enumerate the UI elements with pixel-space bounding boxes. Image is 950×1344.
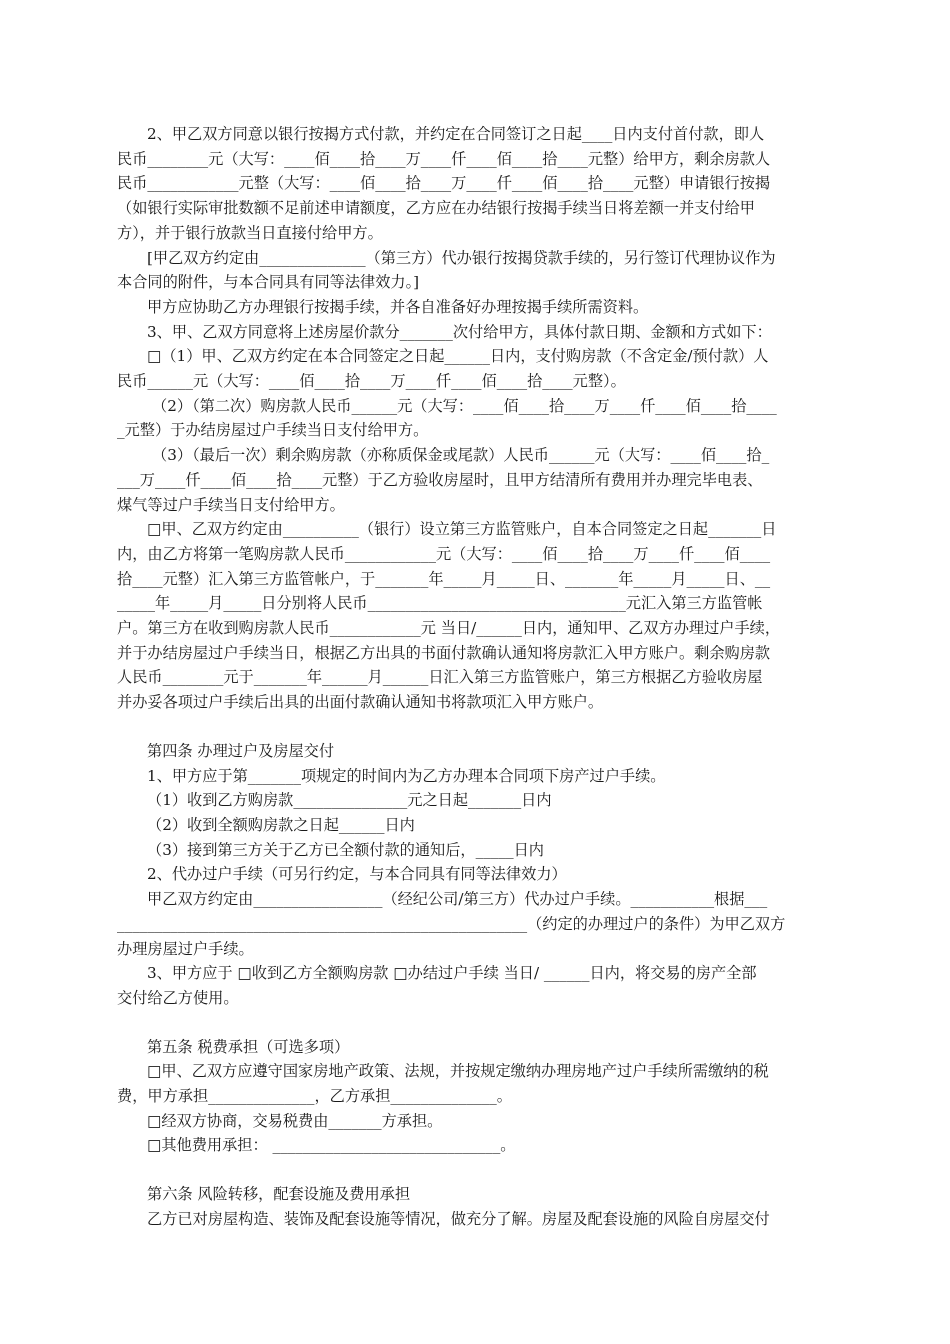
text-line: （2）收到全额购房款之日起______日内 bbox=[147, 815, 415, 834]
text-line: □其他费用承担： ______________________________。 bbox=[147, 1136, 516, 1155]
text-line: 民币________元（大写：____佰____拾____万____仟____佰____拾____元整）给甲方，剩余房款人 bbox=[117, 149, 771, 168]
paragraph-second-payment bbox=[117, 394, 838, 443]
text-line: □经双方协商，交易税费由_______方承担。 bbox=[147, 1111, 443, 1130]
text-line: ______________________________________________________（约定的办理过户的条件）为甲乙双方 bbox=[117, 914, 786, 933]
text-line: 1、甲方应于第_______项规定的时间内为乙方办理本合同项下房产过户手续。 bbox=[147, 766, 666, 785]
text-line: 本合同的附件，与本合同具有同等法律效力。] bbox=[117, 273, 420, 292]
text-line: 拾____元整）汇入第三方监管帐户，于_______年_____月_____日、_______年_____月_____日、__ bbox=[117, 569, 771, 588]
article-4 bbox=[117, 739, 838, 1011]
text-line: 人民币________元于_______年______月______日汇入第三方监管账户，第三方根据乙方验收房屋 bbox=[117, 668, 763, 687]
paragraph-gap bbox=[117, 715, 838, 739]
paragraph-installments bbox=[117, 320, 838, 345]
text-line: _元整）于办结房屋过户手续当日支付给甲方。 bbox=[117, 421, 429, 440]
text-line: （1）收到乙方购房款_______________元之日起_______日内 bbox=[147, 791, 552, 810]
article-heading: 第六条 风险转移，配套设施及费用承担 bbox=[147, 1185, 411, 1204]
text-line: 并办妥各项过户手续后出具的出面付款确认通知书将款项汇入甲方账户。 bbox=[117, 693, 603, 712]
text-line: 2、甲乙双方同意以银行按揭方式付款，并约定在合同签订之日起____日内支付首付款，即人 bbox=[147, 125, 765, 143]
text-line: 3、甲方应于 □收到乙方全额购房款 □办结过户手续 当日/ ______日内，将交易的房产全部 bbox=[147, 964, 757, 983]
article-heading: 第五条 税费承担（可选多项） bbox=[147, 1037, 350, 1056]
text-line: 费，甲方承担______________，乙方承担______________。 bbox=[117, 1087, 512, 1106]
text-line: （3）（最后一次）剩余购房款（亦称质保金或尾款）人民币______元（大写：____佰____拾_ bbox=[152, 446, 770, 465]
paragraph-gap bbox=[117, 1158, 838, 1182]
text-line: 煤气等过户手续当日支付给甲方。 bbox=[117, 495, 345, 514]
text-line: 民币______元（大写：____佰____拾____万____仟____佰____拾____元整）。 bbox=[117, 372, 626, 391]
paragraph-first-payment bbox=[117, 344, 838, 393]
text-line: （2）（第二次）购房款人民币______元（大写：____佰____拾____万____仟____佰____拾____ bbox=[152, 396, 777, 415]
paragraph-escrow-account bbox=[117, 517, 838, 715]
paragraph-mortgage-assist bbox=[117, 295, 838, 320]
text-line: 乙方已对房屋构造、装饰及配套设施等情况，做充分了解。房屋及配套设施的风险自房屋交付 bbox=[147, 1209, 770, 1228]
text-line: 甲乙双方约定由_________________（经纪公司/第三方）代办过户手续。___________根据___ bbox=[147, 890, 768, 909]
text-line: 办理房屋过户手续。 bbox=[117, 939, 254, 958]
text-line: □（1）甲、乙双方约定在本合同签定之日起______日内，支付购房款（不含定金/预付款）人 bbox=[147, 347, 769, 366]
article-heading: 第四条 办理过户及房屋交付 bbox=[147, 741, 335, 760]
text-line: □甲、乙双方应遵守国家房地产政策、法规，并按规定缴纳办理房地产过户手续所需缴纳的税 bbox=[147, 1062, 769, 1081]
paragraph-loan-agent bbox=[117, 246, 838, 295]
text-line: 2、代办过户手续（可另行约定，与本合同具有同等法律效力） bbox=[147, 865, 567, 884]
text-line: （如银行实际审批数额不足前述申请额度，乙方应在办结银行按揭手续当日将差额一并支付给甲 bbox=[117, 199, 755, 218]
text-line: 方），并于银行放款当日直接付给甲方。 bbox=[117, 223, 383, 242]
paragraph-bank-mortgage bbox=[117, 122, 838, 246]
text-line: [甲乙双方约定由______________（第三方）代办银行按揭贷款手续的，另行签订代理协议作为 bbox=[147, 248, 776, 267]
article-6 bbox=[117, 1182, 838, 1231]
text-line: 户。第三方在收到购房款人民币____________元 当日/______日内，通知甲、乙双方办理过户手续， bbox=[117, 619, 781, 638]
text-line: 并于办结房屋过户手续当日，根据乙方出具的书面付款确认通知将房款汇入甲方账户。剩余购房款 bbox=[117, 643, 771, 662]
text-line: ___万____仟____佰____拾____元整）于乙方验收房屋时，且甲方结清所有费用并办理完毕电表、 bbox=[117, 470, 763, 489]
text-line: 民币____________元整（大写：____佰____拾____万____仟____佰____拾____元整）申请银行按揭 bbox=[117, 174, 771, 193]
article-5 bbox=[117, 1035, 838, 1159]
text-line: （3）接到第三方关于乙方已全额付款的通知后，_____日内 bbox=[147, 840, 544, 859]
text-line: _____年_____月_____日分别将人民币__________________________________元汇入第三方监管帐 bbox=[117, 594, 763, 613]
paragraph-gap bbox=[117, 1011, 838, 1035]
text-line: 甲方应协助乙方办理银行按揭手续，并各自准备好办理按揭手续所需资料。 bbox=[147, 297, 649, 316]
text-line: 内，由乙方将第一笔购房款人民币____________元（大写：____佰____拾____万____仟____佰____ bbox=[117, 544, 771, 563]
paragraph-final-payment bbox=[117, 443, 838, 517]
text-line: □甲、乙双方约定由__________（银行）设立第三方监管账户，自本合同签定之日起_______日 bbox=[147, 520, 777, 539]
text-line: 交付给乙方使用。 bbox=[117, 988, 239, 1007]
text-line: 3、甲、乙双方同意将上述房屋价款分_______次付给甲方，具体付款日期、金额和方式如下： bbox=[147, 322, 772, 341]
